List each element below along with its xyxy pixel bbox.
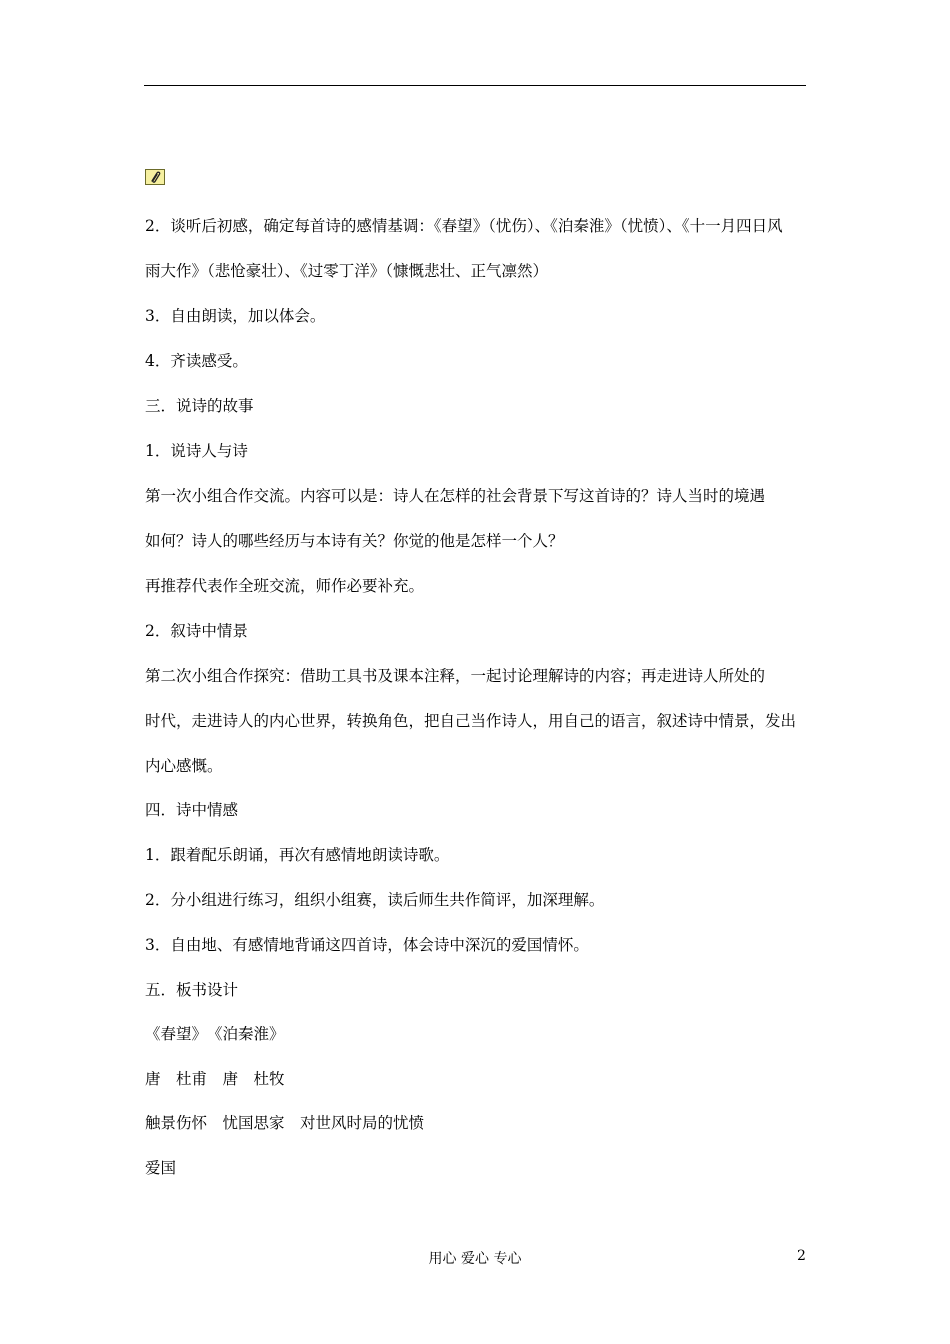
text-line: 2．谈听后初感，确定每首诗的感情基调：《春望》（忧伤）、《泊秦淮》（忧愤）、《十一月四日风 — [145, 217, 783, 235]
text-line: 第二次小组合作探究：借助工具书及课本注释，一起讨论理解诗的内容；再走进诗人所处的 — [145, 667, 766, 685]
text-line: 时代，走进诗人的内心世界，转换角色，把自己当作诗人，用自己的语言，叙述诗中情景，发出 — [145, 712, 797, 730]
subsection-heading: 2．叙诗中情景 — [145, 622, 248, 640]
board-line: 《春望》 《泊秦淮》 — [145, 1025, 285, 1043]
text-line: 3．自由朗读，加以体会。 — [145, 307, 326, 325]
text-line: 4．齐读感受。 — [145, 352, 248, 370]
board-line: 触景伤怀 忧国思家 对世风时局的忧愤 — [145, 1114, 425, 1132]
header-rule — [144, 85, 806, 86]
text-line: 2．分小组进行练习，组织小组赛，读后师生共作简评，加深理解。 — [145, 891, 605, 909]
text-line: 内心感慨。 — [145, 757, 223, 775]
text-line: 3．自由地、有感情地背诵这四首诗，体会诗中深沉的爱国情怀。 — [145, 936, 589, 954]
board-line: 唐 杜甫 唐 杜牧 — [145, 1070, 285, 1088]
text-line: 再推荐代表作全班交流，师作必要补充。 — [145, 577, 425, 595]
board-line: 爱国 — [145, 1159, 177, 1177]
attachment-icon[interactable] — [145, 169, 165, 185]
text-line: 1．跟着配乐朗诵，再次有感情地朗读诗歌。 — [145, 846, 450, 864]
page-number: 2 — [797, 1248, 806, 1264]
section-heading: 三．说诗的故事 — [145, 397, 254, 415]
section-heading: 四．诗中情感 — [145, 801, 239, 819]
text-line: 雨大作》（悲怆豪壮）、《过零丁洋》（慷慨悲壮、正气凛然） — [145, 262, 549, 280]
text-line: 如何？诗人的哪些经历与本诗有关？你觉的他是怎样一个人？ — [145, 532, 564, 550]
subsection-heading: 1．说诗人与诗 — [145, 442, 248, 460]
section-heading: 五．板书设计 — [145, 981, 239, 999]
page-footer: 用心 爱心 专心 — [428, 1251, 522, 1267]
text-line: 第一次小组合作交流。内容可以是：诗人在怎样的社会背景下写这首诗的？诗人当时的境遇 — [145, 487, 766, 505]
